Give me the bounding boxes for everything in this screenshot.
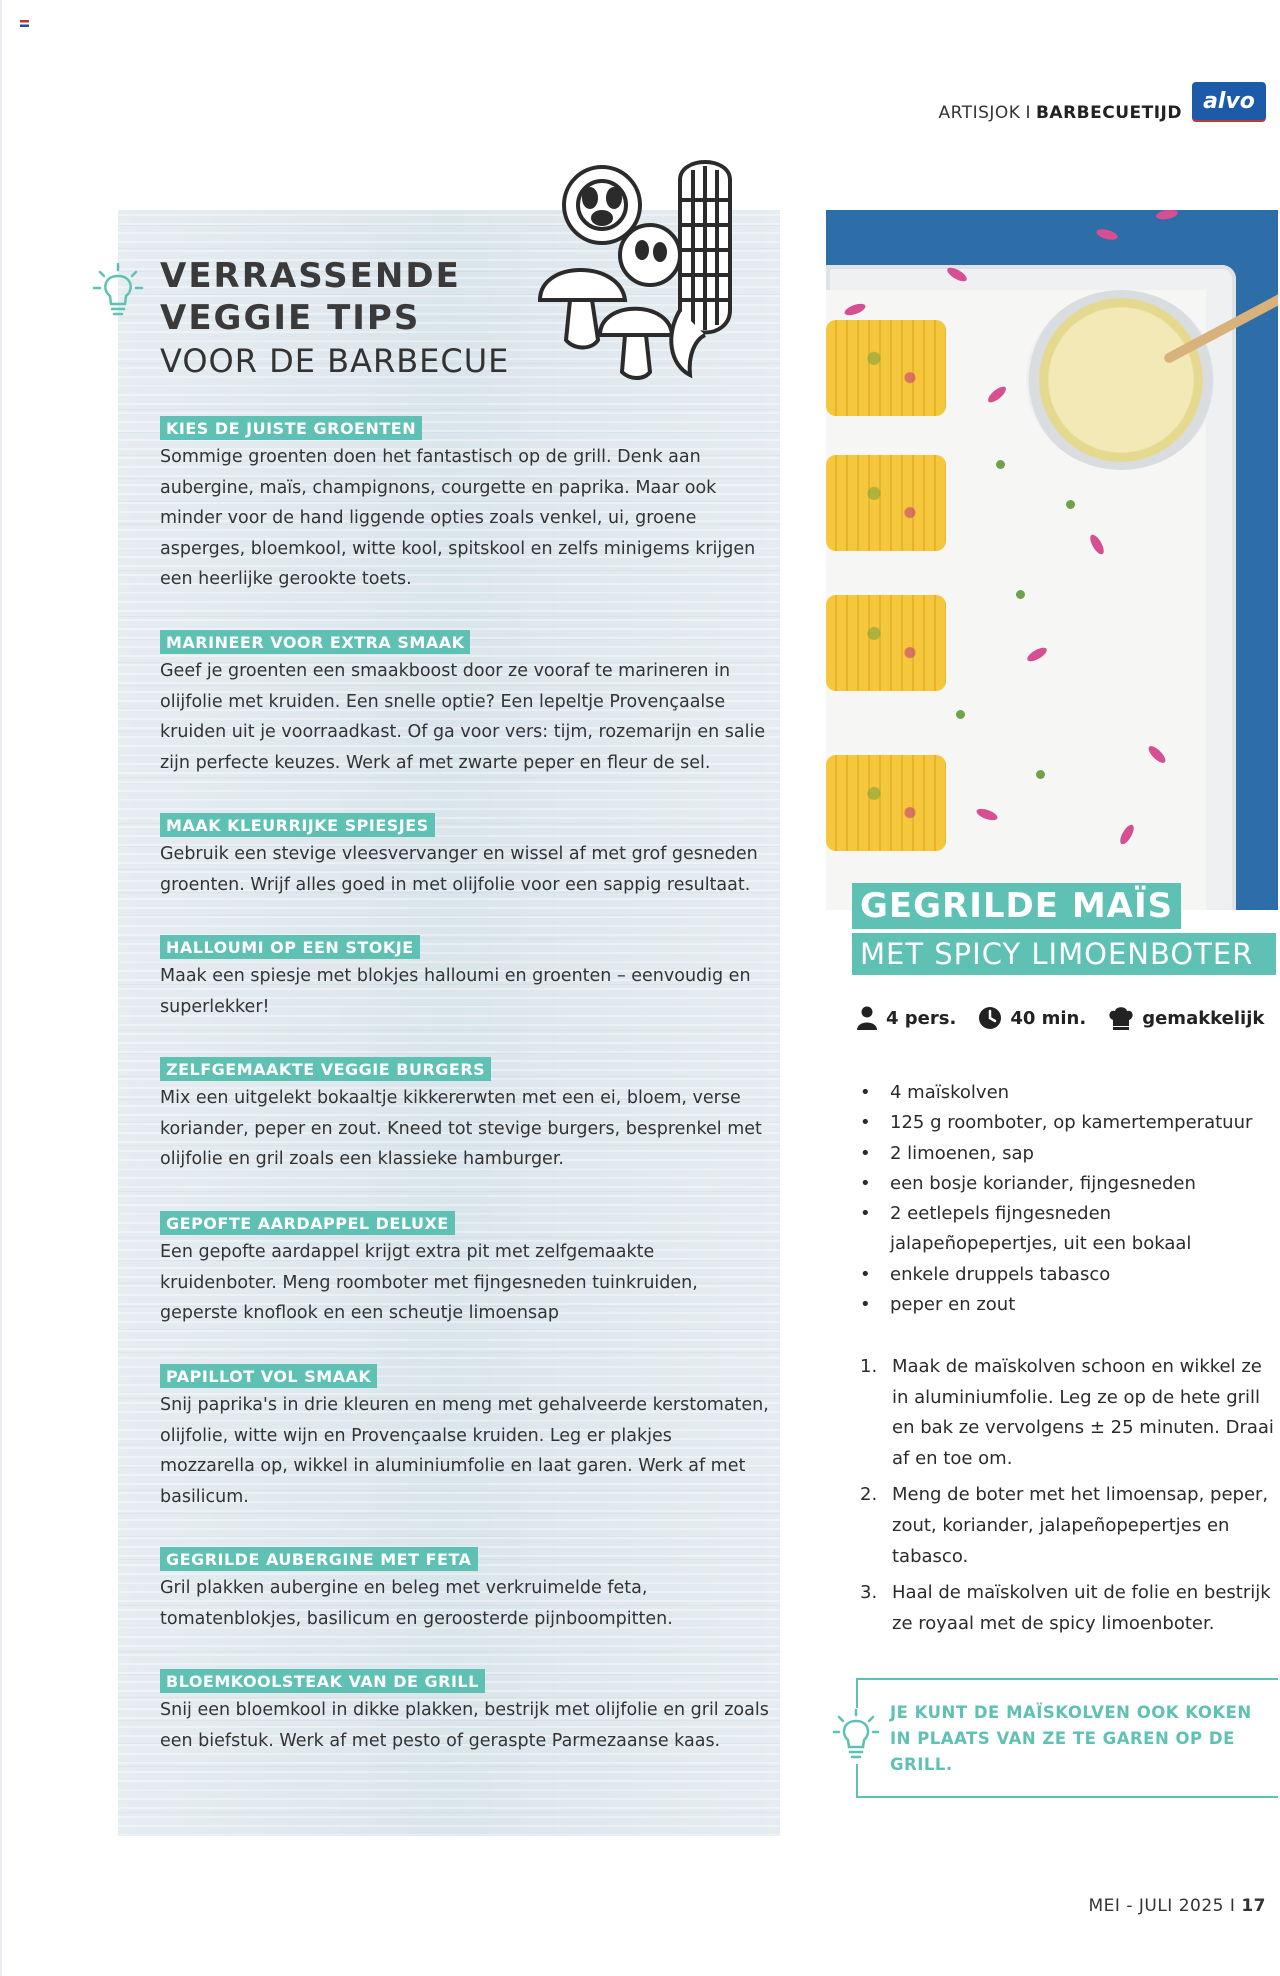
tip-2 (160, 630, 772, 778)
meta-persons (856, 1006, 956, 1030)
tip-text: Geef je groenten een smaakboost door ze vooraf te marineren in olijfolie met kruiden. Een snelle optie? Een lepeltje Provençaalse kruiden uit je voorraadkast. Of ga voor vers: tijm, rozemarijn en salie zijn perfecte keuzes. Werk af met zwarte peper en fleur de sel. (160, 661, 766, 773)
tip-text: Maak een spiesje met blokjes halloumi en groenten – eenvoudig en superlekker! (160, 966, 751, 1017)
title-line-2: VEGGIE TIPS (160, 298, 421, 338)
person-icon (856, 1006, 878, 1030)
alvo-logo (1192, 82, 1266, 120)
page-number: 17 (1241, 1896, 1266, 1916)
header-separator: I (1025, 103, 1031, 123)
meta-difficulty-text: gemakkelijk (1142, 1007, 1265, 1029)
meta-time-text: 40 min. (1010, 1007, 1087, 1029)
tip-text: Een gepofte aardappel krijgt extra pit met zelfgemaakte kruidenboter. Meng roomboter met fijngesneden tuinkruiden, geperste knoflook en een scheutje limoensap (160, 1242, 698, 1323)
article-title (160, 255, 509, 383)
footer-issue: MEI - JULI 2025 (1088, 1896, 1224, 1916)
chef-hat-icon (1108, 1006, 1134, 1030)
tip-3 (160, 813, 772, 900)
ingredient-item: • 4 maïskolven (858, 1078, 1278, 1108)
tip-8 (160, 1547, 772, 1634)
lightbulb-icon (832, 1708, 880, 1764)
header-section: ARTISJOK (938, 103, 1021, 123)
header-topic: BARBECUETIJD (1035, 103, 1182, 123)
ingredient-list (858, 1078, 1278, 1320)
ingredient-item: • enkele druppels tabasco (858, 1260, 1278, 1290)
ingredient-item: • 2 eetlepels fijngesneden jalapeñopepertjes, uit een bokaal (858, 1199, 1278, 1260)
photo-corn (826, 320, 946, 416)
photo-corn (826, 595, 946, 691)
page-edge (0, 0, 2, 1976)
tip-text: Snij een bloemkool in dikke plakken, bestrijk met olijfolie en gril zoals een biefstuk. Werk af met pesto of geraspte Parmezaanse kaas. (160, 1700, 769, 1751)
tip-9 (160, 1669, 772, 1756)
tip-text: Snij paprika's in drie kleuren en meng met gehalveerde kerstomaten, olijfolie, witte wijn en Provençaalse kruiden. Leg er plakjes mozzarella op, wikkel in aluminiumfolie en laat garen. Werk af met basilicum. (160, 1395, 769, 1507)
step-item (858, 1480, 1278, 1572)
tip-7 (160, 1364, 772, 1512)
photo-corn (826, 755, 946, 851)
photo-bowl (1026, 290, 1216, 470)
step-item (858, 1578, 1278, 1639)
photo-corn (826, 455, 946, 551)
recipe-subtitle: MET SPICY LIMOENBOTER (852, 933, 1276, 975)
tip-label: KIES DE JUISTE GROENTEN (160, 416, 422, 440)
step-text: Maak de maïskolven schoon en wikkel ze in aluminiumfolie. Leg ze op de hete grill en bak ze vervolgens ± 25 minuten. Draai af en toe om. (892, 1356, 1274, 1469)
step-number: 2. (860, 1484, 878, 1506)
tip-5 (160, 1057, 772, 1175)
tip-6 (160, 1211, 772, 1329)
ingredient-item: • 2 limoenen, sap (858, 1139, 1278, 1169)
tip-text: Sommige groenten doen het fantastisch op de grill. Denk aan aubergine, maïs, champignons, courgette en paprika. Maar ook minder voor de hand liggende opties zoals venkel, ui, groene asperges, bloemkool, witte kool, spitskool en zelfs minigems krijgen een heerlijke gerookte toets. (160, 447, 756, 589)
tip-label: BLOEMKOOLSTEAK VAN DE GRILL (160, 1669, 485, 1693)
tip-text: Gebruik een stevige vleesvervanger en wissel af met grof gesneden groenten. Wrijf alles goed in met olijfolie voor een sappig resultaat. (160, 844, 758, 895)
tip-label: ZELFGEMAAKTE VEGGIE BURGERS (160, 1057, 491, 1081)
step-item (858, 1352, 1278, 1474)
footer-separator: I (1229, 1896, 1236, 1916)
recipe-tip-text: JE KUNT DE MAÏSKOLVEN OOK KOKEN IN PLAATS VAN ZE TE GAREN OP DE GRILL. (890, 1703, 1252, 1774)
tip-4 (160, 935, 772, 1022)
recipe-photo (826, 210, 1278, 910)
photo-petal (1155, 210, 1178, 221)
clock-icon (978, 1006, 1002, 1030)
meta-time (978, 1006, 1086, 1030)
tip-text: Mix een uitgelekt bokaaltje kikkererwten met een ei, bloem, verse koriander, peper en zout. Kneed tot stevige burgers, besprenkel met olijfolie en gril zoals een klassieke hamburger. (160, 1088, 762, 1169)
photo-leaf (1066, 500, 1075, 509)
lightbulb-icon (92, 262, 144, 322)
vegetables-illustration (530, 160, 780, 380)
tip-1 (160, 416, 772, 595)
recipe-tip-box (856, 1678, 1278, 1798)
title-subline: VOOR DE BARBECUE (160, 342, 510, 380)
photo-leaf (1036, 770, 1045, 779)
tip-label: HALLOUMI OP EEN STOKJE (160, 935, 420, 959)
tip-label: MARINEER VOOR EXTRA SMAAK (160, 630, 470, 654)
step-number: 3. (860, 1582, 878, 1604)
meta-persons-text: 4 pers. (886, 1007, 957, 1029)
flag-icon (20, 20, 29, 27)
title-line-1: VERRASSENDE (160, 256, 461, 296)
tip-label: MAAK KLEURRIJKE SPIESJES (160, 813, 435, 837)
step-number: 1. (860, 1356, 878, 1377)
photo-leaf (956, 710, 965, 719)
step-list (858, 1352, 1278, 1645)
ingredient-item: • peper en zout (858, 1290, 1278, 1320)
tip-label: PAPILLOT VOL SMAAK (160, 1364, 377, 1388)
meta-difficulty (1108, 1006, 1264, 1030)
tip-text: Gril plakken aubergine en beleg met verkruimelde feta, tomatenblokjes, basilicum en geroosterde pijnboompitten. (160, 1578, 673, 1629)
tip-label: GEPOFTE AARDAPPEL DELUXE (160, 1211, 455, 1235)
page-header (939, 98, 1182, 128)
recipe-meta (856, 1006, 1272, 1030)
photo-leaf (996, 460, 1005, 469)
logo-text: alvo (1203, 88, 1255, 114)
photo-petal (1095, 227, 1119, 241)
recipe-title: GEGRILDE MAÏS (852, 883, 1181, 929)
ingredient-item: • een bosje koriander, fijngesneden (858, 1169, 1278, 1199)
page-footer (1089, 1896, 1266, 1916)
step-text: Meng de boter met het limoensap, peper, zout, koriander, jalapeñopepertjes en tabasco. (892, 1484, 1269, 1567)
ingredient-item: • 125 g roomboter, op kamertemperatuur (858, 1108, 1278, 1138)
tip-label: GEGRILDE AUBERGINE MET FETA (160, 1547, 478, 1571)
photo-leaf (1016, 590, 1025, 599)
step-text: Haal de maïskolven uit de folie en bestrijk ze royaal met de spicy limoenboter. (892, 1582, 1271, 1634)
